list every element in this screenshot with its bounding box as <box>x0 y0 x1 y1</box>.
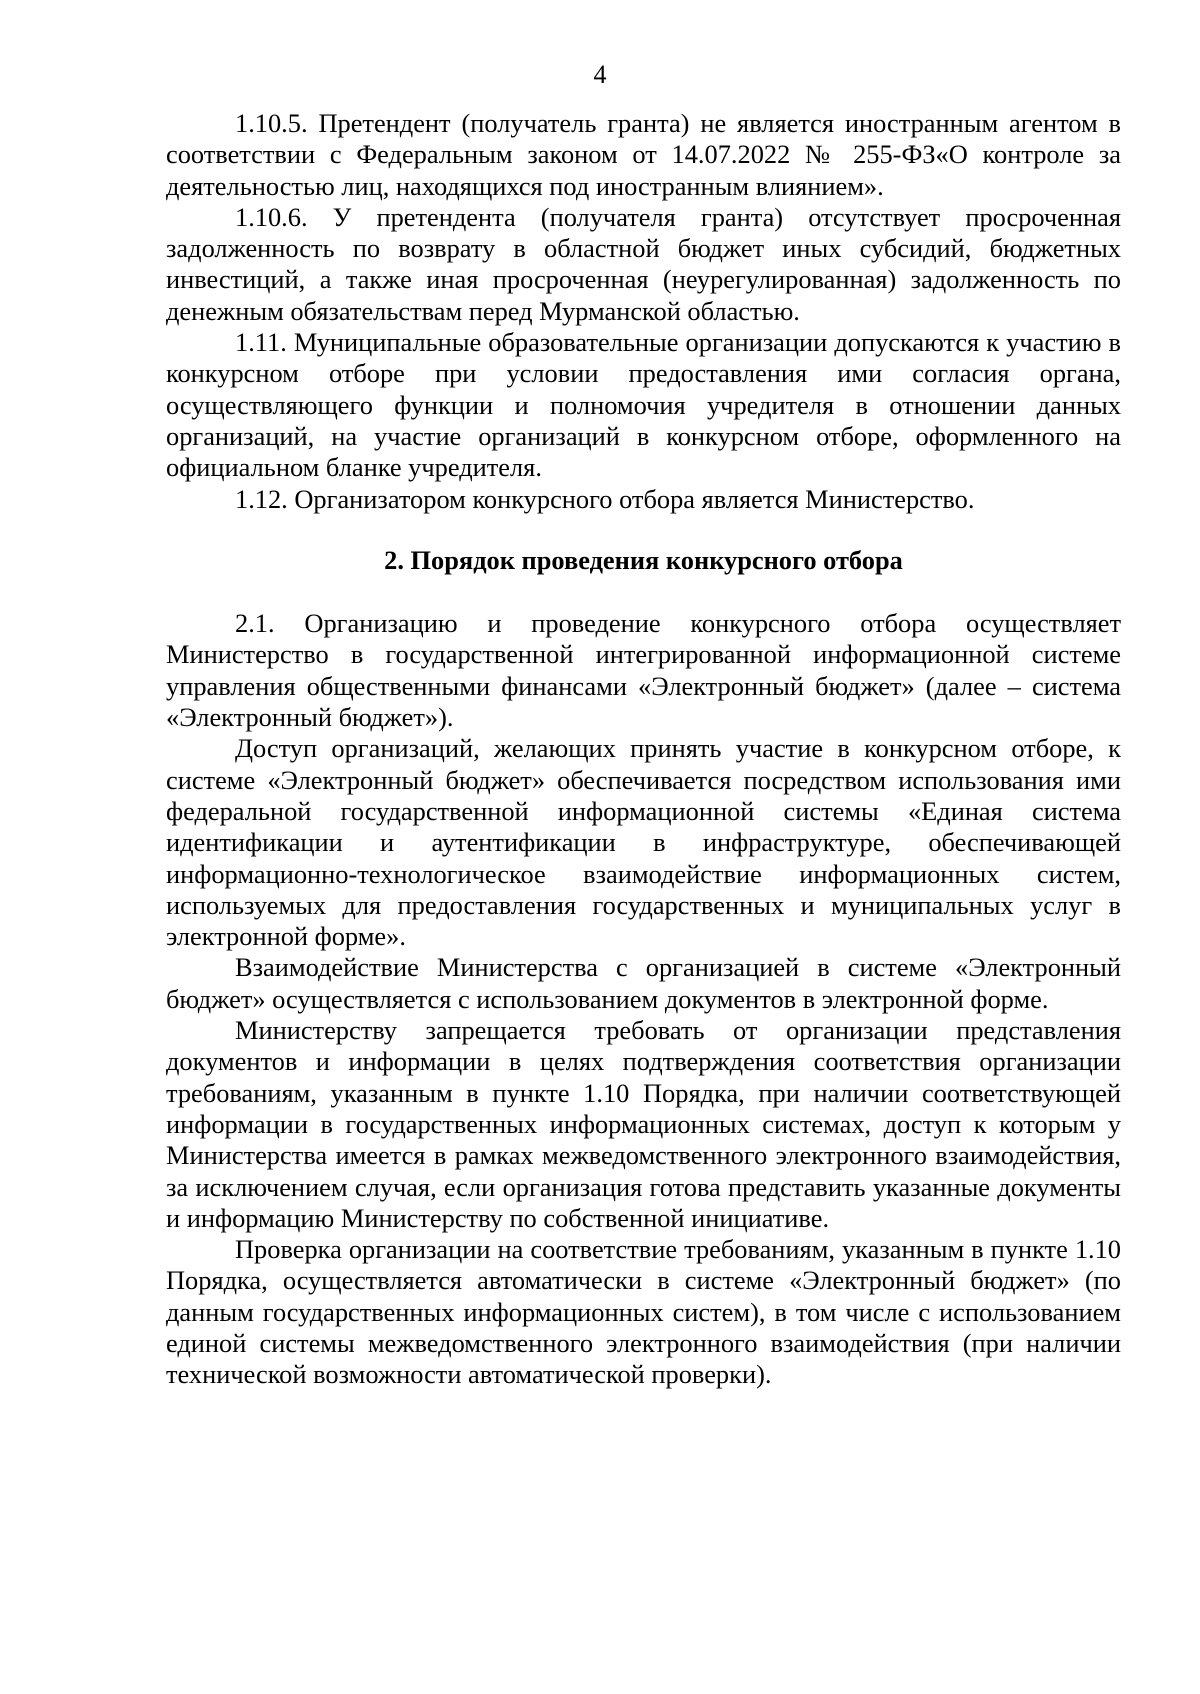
paragraph-1-10-6: 1.10.6. У претендента (получателя гранта) отсутствует просроченная задолженность по возврату в областной бюджет иных субсидий, бюджетных инвестиций, а также иная просроченная (неурегулированная) задолженность по денежным обязательствам перед Мурманской областью. <box>166 201 1121 326</box>
section-heading: 2. Порядок проведения конкурсного отбора <box>384 544 903 575</box>
paragraph-2-1: 2.1. Организацию и проведение конкурсного отбора осуществляет Министерство в государственной интегрированной информационной системе управления общественными финансами «Электронный бюджет» (далее – система «Электронный бюджет»). <box>166 608 1121 733</box>
paragraph-1-11: 1.11. Муниципальные образовательные организации допускаются к участию в конкурсном отборе при условии предоставления ими согласия органа, осуществляющего функции и полномочия учредителя в отношении данных организаций, на участие организаций в конкурсном отборе, оформленного на официальном бланке учредителя. <box>166 327 1121 483</box>
paragraph-interaction: Взаимодействие Министерства с организацией в системе «Электронный бюджет» осуществляется с использованием документов в электронной форме. <box>166 952 1121 1014</box>
paragraph-access: Доступ организаций, желающих принять участие в конкурсном отборе, к системе «Электронный бюджет» обеспечивается посредством использования ими федеральной государственной информационной системы «Единая система идентификации и аутентификации в инфраструктуре, обеспечивающей информационно-технологическое взаимодействие информационных систем, используемых для предоставления государственных и муниципальных услуг в электронной форме». <box>166 733 1121 952</box>
paragraph-verification: Проверка организации на соответствие требованиям, указанным в пункте 1.10 Порядка, осуществляется автоматически в системе «Электронный бюджет» (по данным государственных информационных систем), в том числе с использованием единой системы межведомственного электронного взаимодействия (при наличии технической возможности автоматической проверки). <box>166 1234 1121 1390</box>
paragraph-prohibition: Министерству запрещается требовать от организации представления документов и информации в целях подтверждения соответствия организации требованиям, указанным в пункте 1.10 Порядка, при наличии соответствующей информации в государственных информационных системах, доступ к которым у Министерства имеется в рамках межведомственного электронного взаимодействия, за исключением случая, если организация готова представить указанные документы и информацию Министерству по собственной инициативе. <box>166 1015 1121 1233</box>
page-number: 4 <box>593 60 607 89</box>
paragraph-1-10-5: 1.10.5. Претендент (получатель гранта) не является иностранным агентом в соответствии с Федеральным законом от 14.07.2022 № 255-ФЗ«О контроле за деятельностью лиц, находящихся под иностранным влиянием». <box>166 108 1121 201</box>
paragraph-1-12: 1.12. Организатором конкурсного отбора является Министерство. <box>235 483 975 514</box>
document-body <box>166 108 1121 1391</box>
